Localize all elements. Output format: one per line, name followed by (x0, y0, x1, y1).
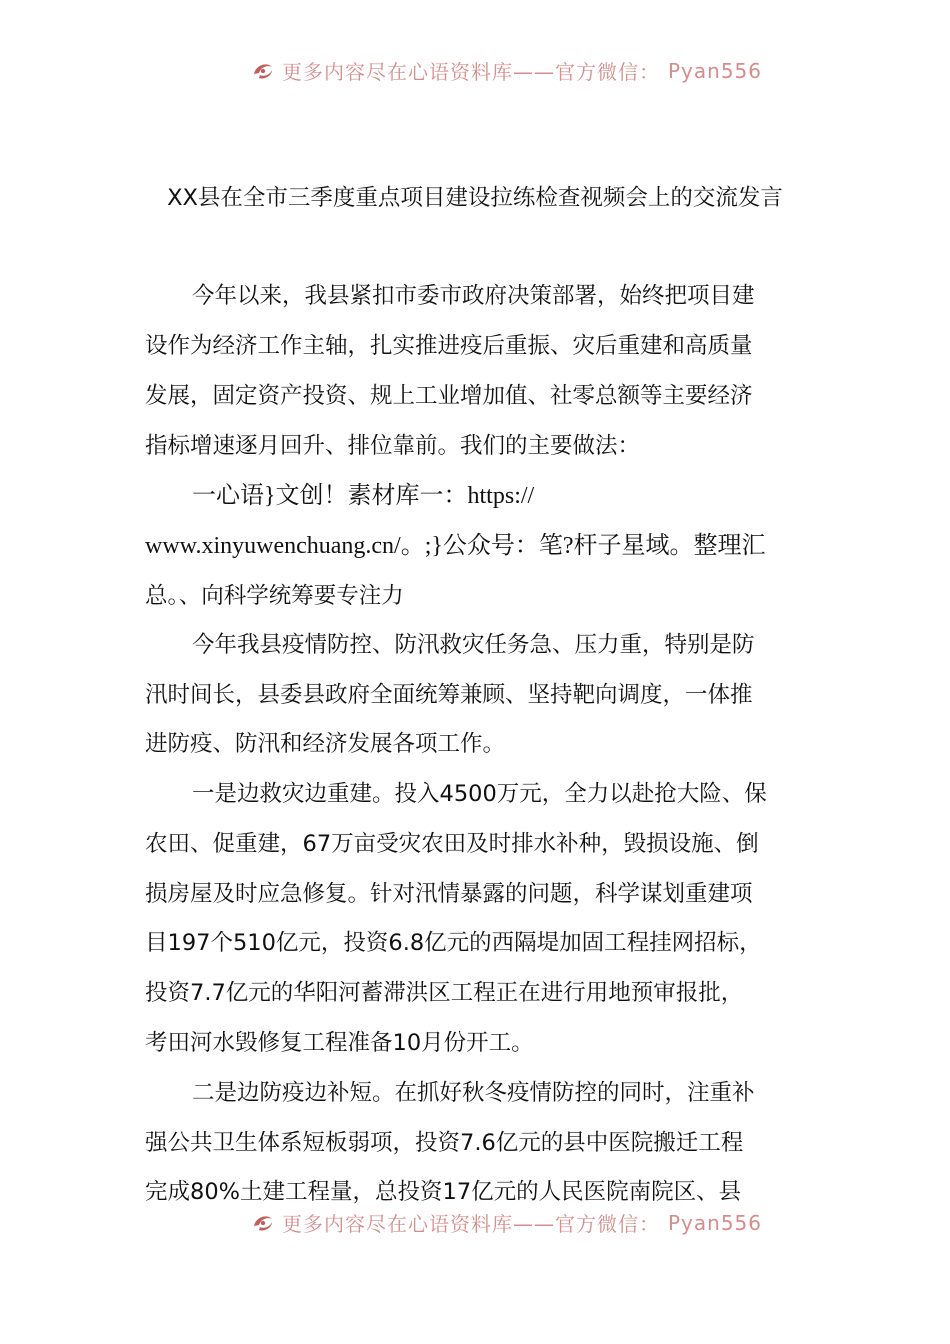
watermark-wechat-id: Pyan556 (668, 58, 763, 83)
body-line: 完成80%土建工程量，总投资17亿元的人民医院南院区、县 (145, 1179, 742, 1205)
body-line: 汛时间长，县委县政府全面统筹兼顾、坚持靶向调度，一体推 (145, 682, 753, 708)
body-line: 设作为经济工作主轴，扎实推进疫后重振、灾后重建和高质量 (145, 333, 753, 359)
body-line: 一心语}文创！素材库一：https:// (192, 483, 535, 509)
body-line: 损房屋及时应急修复。针对汛情暴露的问题，科学谋划重建项 (145, 881, 753, 907)
brand-logo-icon (250, 1210, 276, 1236)
body-line: 目197个510亿元，投资6.8亿元的西隔堤加固工程挂网招标， (145, 930, 762, 956)
body-line: 总。、向科学统筹要专注力 (145, 583, 404, 609)
body-line: 农田、促重建，67万亩受灾农田及时排水补种，毁损设施、倒 (145, 831, 759, 857)
body-line: 指标增速逐月回升、排位靠前。我们的主要做法： (145, 433, 641, 459)
body-line: 进防疫、防汛和经济发展各项工作。 (145, 731, 506, 757)
body-line: 考田河水毁修复工程准备10月份开工。 (145, 1030, 534, 1056)
brand-logo-icon (250, 58, 276, 84)
body-line: 投资7.7亿元的华阳河蓄滞洪区工程正在进行用地预审报批， (145, 980, 744, 1006)
footer-watermark (0, 1210, 950, 1240)
watermark-text: 更多内容尽在心语资料库——官方微信： (282, 60, 660, 84)
watermark-text: 更多内容尽在心语资料库——官方微信： (282, 1212, 660, 1236)
body-line: 今年以来，我县紧扣市委市政府决策部署，始终把项目建 (192, 283, 755, 309)
body-line: 今年我县疫情防控、防汛救灾任务急、压力重，特别是防 (192, 632, 755, 658)
body-line: www.xinyuwenchuang.cn/。;}公众号：笔?杆子星域。整理汇 (145, 533, 766, 559)
body-line: 一是边救灾边重建。投入4500万元，全力以赴抢大险、保 (192, 781, 767, 807)
document-title: XX县在全市三季度重点项目建设拉练检查视频会上的交流发言 (167, 185, 783, 211)
watermark-wechat-id: Pyan556 (668, 1210, 763, 1235)
header-watermark (0, 58, 950, 88)
body-line: 强公共卫生体系短板弱项，投资7.6亿元的县中医院搬迁工程 (145, 1130, 744, 1156)
body-line: 二是边防疫边补短。在抓好秋冬疫情防控的同时，注重补 (192, 1080, 755, 1106)
body-line: 发展，固定资产投资、规上工业增加值、社零总额等主要经济 (145, 383, 753, 409)
